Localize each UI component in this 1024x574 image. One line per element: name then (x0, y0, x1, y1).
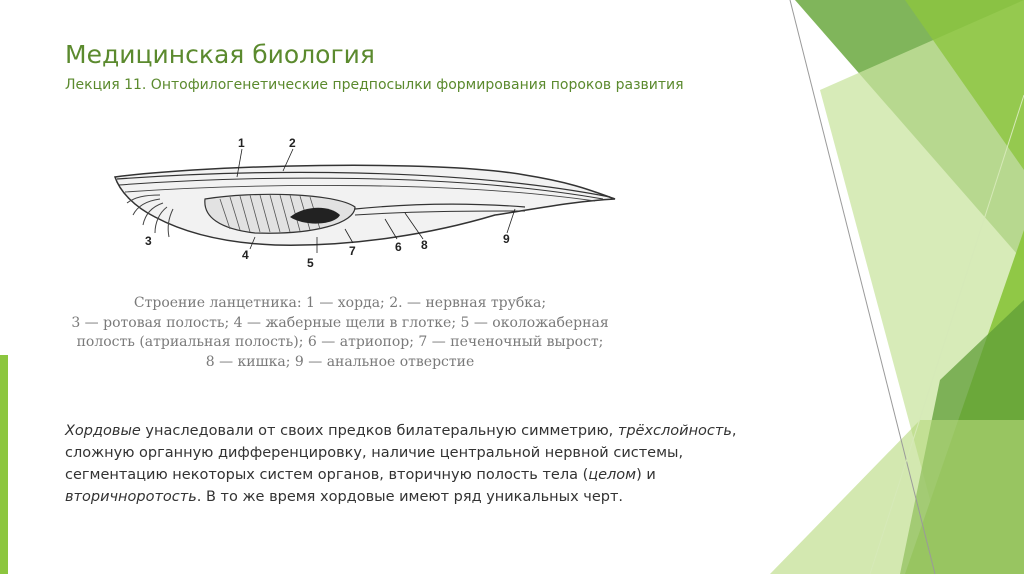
body-line (65, 420, 865, 442)
body-line (65, 464, 865, 486)
body-line (65, 486, 865, 508)
slide-header (65, 40, 815, 94)
slide-subtitle: Лекция 11. Онтофилогенетические предпосылки формирования пороков развития (65, 77, 684, 93)
term-triploblasty: трёхслойность (617, 423, 732, 439)
body-text-span: унаследовали от своих предков билатеральную симметрию, (140, 423, 618, 439)
term-chordates: Хордовые (65, 423, 141, 439)
caption-line: 8 — кишка; 9 — анальное отверстие (205, 353, 475, 370)
caption-line: Строение ланцетника: 1 — хорда; 2. — нервная трубка; (133, 295, 547, 311)
label-4: 4 (242, 248, 249, 262)
label-5: 5 (307, 256, 314, 270)
term-deuterostomy: вторичноротость (65, 489, 197, 505)
body-text-span: ) и (636, 467, 656, 483)
body-text-span: сегментацию некоторых систем органов, вторичную полость тела ( (65, 467, 589, 483)
caption-line: 3 — ротовая полость; 4 — жаберные щели в глотке; 5 — околожаберная (71, 314, 609, 331)
body-outline (115, 165, 615, 245)
label-2: 2 (289, 137, 296, 150)
term-coelom: целом (588, 467, 637, 483)
body-text-span: , (731, 423, 737, 439)
figure-caption (55, 294, 625, 372)
label-1: 1 (238, 137, 245, 150)
label-7: 7 (349, 244, 356, 258)
caption-line: полость (атриальная полость); 6 — атриопор; 7 — печеночный вырост; (76, 334, 604, 350)
body-paragraph (65, 420, 865, 508)
label-9: 9 (503, 232, 510, 246)
left-accent-bar (0, 355, 8, 574)
label-3: 3 (145, 234, 152, 248)
lancelet-figure (55, 137, 625, 384)
label-6: 6 (395, 240, 402, 254)
lancelet-diagram (55, 137, 625, 287)
body-line: сложную органную дифференцировку, наличие центральной нервной системы, (65, 445, 684, 461)
body-text-span: . В то же время хордовые имеют ряд уникальных черт. (196, 489, 624, 505)
label-8: 8 (421, 238, 428, 252)
slide-title: Медицинская биология (65, 40, 375, 69)
